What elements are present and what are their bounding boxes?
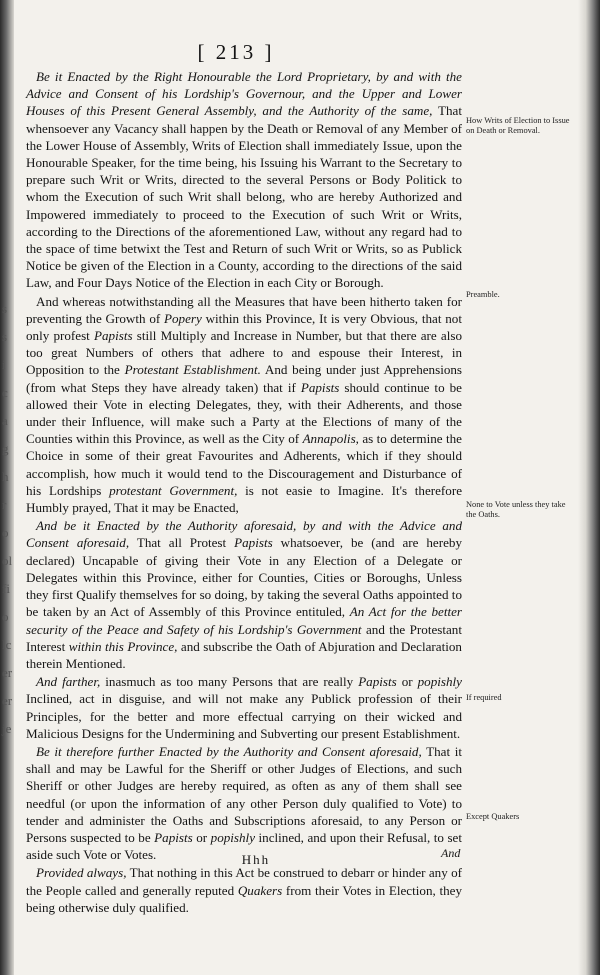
text-run: Be it therefore further Enacted by the Authority and Consent aforesaid, — [36, 743, 422, 759]
text-run: Papists — [234, 535, 273, 551]
text-run: That all Protest — [129, 535, 235, 551]
margin-note-if-required: If required — [466, 693, 502, 702]
text-run: or — [192, 829, 211, 845]
text-run: and subscribe the Oath of Abjuration and Declaration therein Mentioned. — [26, 638, 462, 671]
text-run: still Multiply and Increase in Number, but that there are also too great Numbers of others that adhere to and espouse their Interest, in Opposition to the — [26, 328, 462, 378]
text-run: And being under just Apprehensions (from what Steps they have already taken) that if — [26, 362, 463, 395]
catchword: And — [441, 846, 461, 860]
margin-note-writs: How Writs of Election to Issue on Death or Removal. — [466, 116, 570, 135]
page-edge-shadow — [578, 0, 600, 975]
text-run: within this Province, It is very Obvious, that not only profest — [26, 310, 462, 344]
text-run: An Act for the better security of the Peace and Safety of his Lordship's Government — [26, 604, 463, 637]
bleed-glyph: s — [2, 329, 8, 344]
margin-note-none-to-vote: None to Vote unless they take the Oaths. — [466, 500, 566, 519]
bleed-glyph: o — [2, 525, 9, 540]
text-run: protestant Government, — [109, 482, 238, 498]
margin-note-except-quakers: Except Quakers — [466, 812, 520, 821]
signature-mark: Hhh — [241, 852, 271, 867]
text-run: is not easie to Imagine. It's therefore Humbly prayed, That it may be Enacted, — [26, 482, 463, 516]
page-number: [ 213 ] — [197, 40, 275, 64]
text-run: inclined, and upon their Refusal, to set aside such Vote or Votes. — [26, 829, 463, 863]
margin-note-preamble: Preamble. — [466, 290, 500, 299]
paragraph-be-it-further-enacted — [26, 743, 462, 863]
text-run: Provided always, — [36, 865, 127, 881]
bleed-glyph: lc — [2, 637, 12, 652]
text-run: And farther, — [36, 674, 101, 690]
text-run: Papists — [300, 379, 340, 395]
text-run: That it shall and may be Lawful for the Sheriff or other Judges of Elections, and such Sheriff or other Judges are hereby required, as often as any of them shall see needful (or upon the information of any other Person duly qualified to Vote) to tender and administer the Oaths and Subscriptions aforesaid, to any Person or Persons suspected to be — [26, 743, 462, 845]
bleed-glyph: r — [2, 497, 7, 512]
text-run: within this Province, — [68, 638, 178, 654]
paragraph-and-farther — [26, 673, 462, 742]
paragraph-papists-uncapable — [26, 517, 462, 672]
text-run: popishly — [417, 674, 462, 690]
bleed-glyph: i — [2, 357, 6, 372]
text-run: whatsoever, be (and are hereby declared) Uncapable of giving their Vote in any Election of a Delegate or Delegates within this Province, either for Counties, Cities or Boroughs, Unless they first Qualify themselves for so doing, by taking the several Oaths appointed to be taken by an Act of Assembly of this Province entituled, — [26, 535, 463, 620]
text-run: And whereas notwithstanding all the Measures that have been hitherto taken for preventing the Growth of — [26, 293, 462, 326]
text-run: inasmuch as too many Persons that are really — [100, 674, 359, 690]
text-run: should continue to be allowed their Vote in electing Delegates, they, with their Adherents, and those under their Influence, will make such a Party at the Elections of many of the Counties within this Province, as well as the City of — [26, 379, 462, 447]
paragraph-preamble — [26, 293, 462, 517]
text-run: as to determine the Choice in some of their great Favourites and Adherents, which if they should accomplish, how much it would tend to the Discouragement and Disturbance of his Lordships — [26, 431, 462, 498]
bleed-glyph: g — [2, 441, 9, 456]
text-run: Papists — [358, 674, 397, 690]
paragraph-writs-of-election — [26, 68, 462, 292]
left-bleed-through — [2, 300, 14, 748]
text-run: Papists — [154, 829, 193, 845]
text-run: Popery — [164, 310, 202, 326]
text-run: or — [396, 674, 418, 690]
bleed-glyph: fi — [2, 581, 10, 596]
text-run: That nothing in this Act be construed to debarr or hinder any of the People called and generally reputed — [26, 865, 462, 898]
text-run: Quakers — [237, 882, 283, 898]
bleed-glyph: o — [2, 609, 9, 624]
text-run: Papists — [94, 328, 133, 344]
text-run: from their Votes in Election, they being otherwise duly qualified. — [26, 882, 462, 915]
bleed-glyph: h — [2, 469, 9, 484]
bleed-glyph: a — [2, 413, 8, 428]
statute-text — [26, 68, 462, 916]
bleed-glyph: er — [2, 665, 13, 680]
text-run: popishly — [210, 829, 256, 845]
text-run: Inclined, act in disguise, and will not make any Publick profession of their Principles, for the better and more effectual carrying on their wicked and Malicious Designs for the Undermining and Subverting our present Establishment. — [26, 691, 462, 741]
text-run: and the Protestant Interest — [26, 621, 462, 654]
bleed-glyph: s — [2, 301, 8, 316]
text-run: And be it Enacted by the Authority aforesaid, by and with the Advice and Consent aforesaid, — [26, 518, 462, 551]
bleed-glyph: ol — [2, 553, 13, 568]
bleed-glyph: er — [2, 693, 13, 708]
text-run: That whensoever any Vacancy shall happen by the Death or Removal of any Member of the Lower House of Assembly, Writs of Election shall immediately Issue, upon the Honourable Speaker, for the time being, his Issuing his Warrant to the Secretary to prepare such Writ or Writs, directed to the several Persons or Body Politick to whom the Execution of such Writ shall belong, who are hereby Authorized and Impowered immediately to proceed to the Execution of such Writ or Writs, according to the Directions of the aforementioned Law, without any regard had to the space of time betwixt the Test and Return of such Writ or Writs, so as Publick Notice be given of the Election in a County, according to the directions of the said Law, and Four Days Notice of the Election in each City or Borough. — [26, 103, 462, 291]
paragraph-provided-always — [26, 864, 462, 916]
text-run: Protestant Establishment. — [124, 362, 261, 378]
bleed-glyph: c — [2, 385, 8, 400]
text-run: Be it Enacted by the Right Honourable the Lord Proprietary, by and with the Advice and Consent of his Lordship's Governour, and the Upper and Lower Houses of this Present General Assembly, and the Authority of the same, — [26, 69, 462, 119]
text-run: Annapolis, — [302, 431, 359, 447]
bleed-glyph: je — [2, 721, 12, 736]
